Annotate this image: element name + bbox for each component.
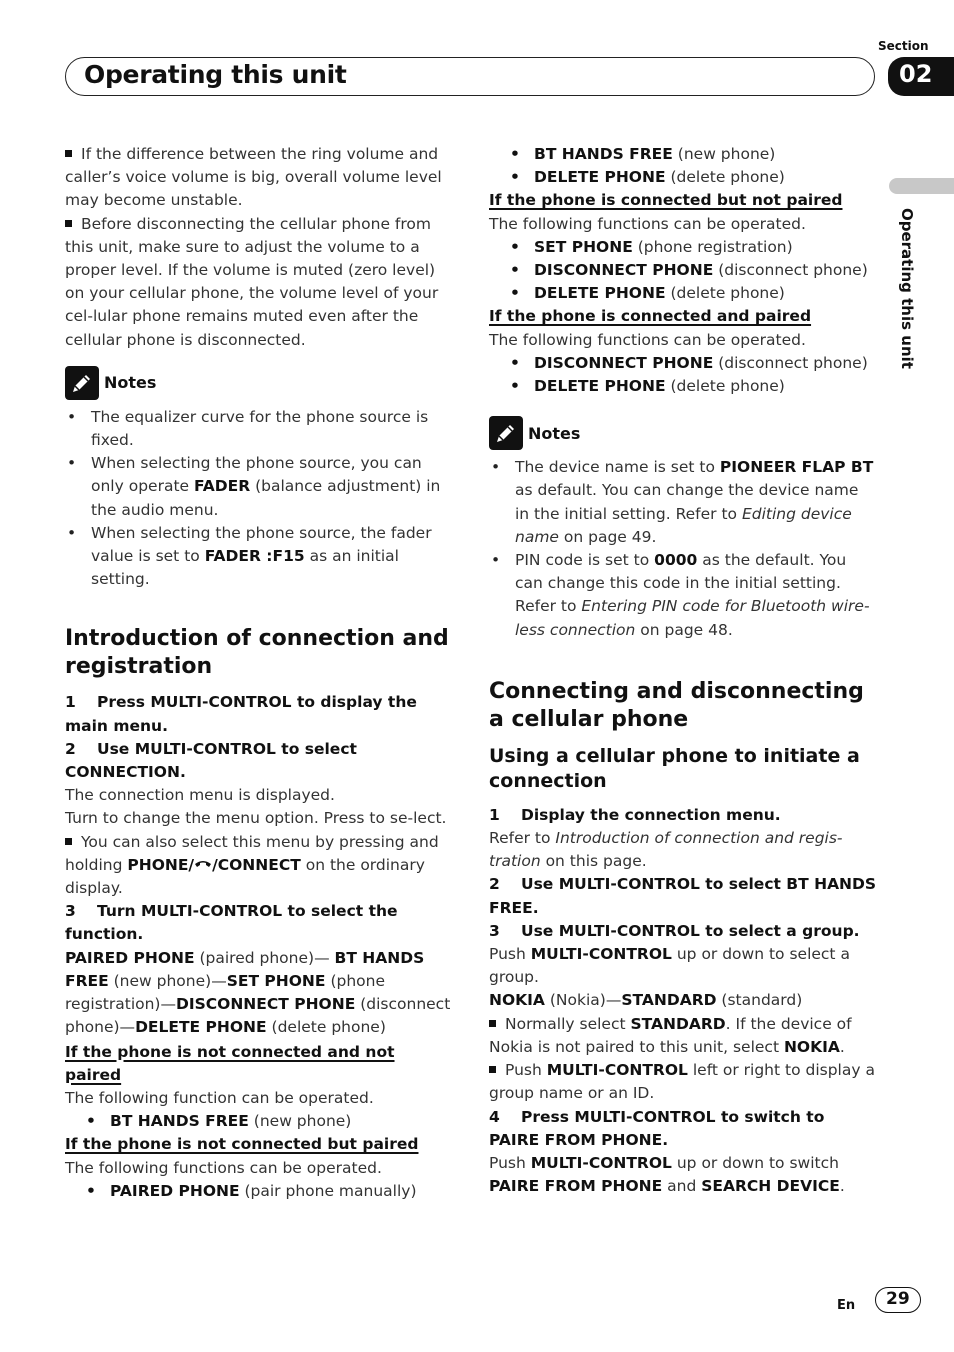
pencil-icon [489, 416, 523, 450]
paragraph: You can also select this menu by pressing and holding PHONE/ /CONNECT on the ordinary display. [65, 832, 439, 898]
paragraph: Push MULTI-CONTROL up or down to select a group. [489, 945, 850, 987]
list-item: • DELETE PHONE (delete phone) [489, 166, 877, 189]
list-item: • The equalizer curve for the phone source is fixed. [65, 406, 453, 452]
notes-heading: Notes [65, 366, 453, 400]
list-item: • BT HANDS FREE (new phone) [489, 143, 877, 166]
heading-intro-connection: Introduction of connection and registration [65, 626, 449, 680]
paragraph: NOKIA (Nokia)—STANDARD (standard) [489, 991, 803, 1010]
subheading-initiate: Using a cellular phone to initiate a connection [489, 744, 860, 792]
list-item: • DELETE PHONE (delete phone) [489, 375, 877, 398]
paragraph: If the difference between the ring volume and caller’s voice volume is big, overall volume level may become unstable. [65, 145, 442, 210]
notes-heading: Notes [489, 416, 877, 450]
pencil-icon [65, 366, 99, 400]
list-item: • DISCONNECT PHONE (disconnect phone) [489, 259, 877, 282]
paragraph: Before disconnecting the cellular phone from this unit, make sure to adjust the volume to a proper level. If the volume is muted (zero level) on your cellular phone, the volume level of your cel-lular phone remains muted even after the cellular phone is disconnected. [65, 214, 439, 349]
function-list [65, 1110, 453, 1133]
function-list [489, 143, 877, 189]
phone-icon [194, 859, 212, 871]
step-1: 1 Press MULTI-CONTROL to display the main menu. [65, 693, 417, 735]
side-tab [889, 178, 954, 194]
square-bullet-icon [489, 1020, 496, 1027]
subheading: If the phone is connected but not paired [489, 191, 843, 210]
page-title: Operating this unit [84, 60, 347, 89]
paragraph: The following functions can be operated. [489, 330, 806, 349]
list-item: • DISCONNECT PHONE (disconnect phone) [489, 352, 877, 375]
square-bullet-icon [65, 838, 72, 845]
step-2: 2 Use MULTI-CONTROL to select CONNECTION. [65, 739, 357, 782]
step-4: 4 Press MULTI-CONTROL to switch to PAIRE FROM PHONE. [489, 1107, 825, 1149]
list-item: • When selecting the phone source, the fader value is set to FADER :F15 as an initial setting. [65, 522, 453, 592]
step-3: 3 Turn MULTI-CONTROL to select the function. [65, 902, 398, 944]
notes-list [65, 406, 453, 592]
subheading: If the phone is not connected and not paired [65, 1042, 395, 1084]
paragraph: The connection menu is displayed. [65, 786, 335, 805]
square-bullet-icon [65, 220, 72, 227]
paragraph: The following function can be operated. [65, 1088, 374, 1107]
step-3: 3 Use MULTI-CONTROL to select a group. [489, 921, 860, 940]
list-item: • PIN code is set to 0000 as the default. You can change this code in the initial setting. Refer to Entering PIN code for Bluetooth wire-less connection on page 48. [489, 549, 877, 642]
notes-list [489, 456, 877, 642]
list-item: • DELETE PHONE (delete phone) [489, 282, 877, 305]
paragraph: Push MULTI-CONTROL up or down to switch PAIRE FROM PHONE and SEARCH DEVICE. [489, 1153, 845, 1196]
function-list [489, 352, 877, 398]
page-number: 29 [886, 1289, 910, 1309]
paragraph: The following functions can be operated. [65, 1158, 382, 1177]
square-bullet-icon [65, 150, 72, 157]
section-label: Section [878, 39, 929, 53]
heading-connecting: Connecting and disconnecting a cellular phone [489, 678, 864, 732]
square-bullet-icon [489, 1066, 496, 1073]
list-item: • When selecting the phone source, you can only operate FADER (balance adjustment) in the audio menu. [65, 452, 453, 522]
list-item: • BT HANDS FREE (new phone) [65, 1110, 453, 1133]
step-1: 1 Display the connection menu. [489, 805, 781, 824]
paragraph: The following functions can be operated. [489, 214, 806, 233]
left-column [65, 143, 453, 1203]
subheading: If the phone is not connected but paired [65, 1135, 419, 1154]
step-2: 2 Use MULTI-CONTROL to select BT HANDS FREE. [489, 875, 877, 917]
list-item: • PAIRED PHONE (pair phone manually) [65, 1180, 453, 1203]
right-column [489, 143, 877, 1198]
paragraph: PAIRED PHONE (paired phone)— BT HANDS FREE (new phone)—SET PHONE (phone registration)—DISCONNECT PHONE (disconnect phone)—DELETE PHONE (delete phone) [65, 948, 451, 1037]
footer-language: En [837, 1298, 856, 1313]
paragraph: Normally select STANDARD. If the device of Nokia is not paired to this unit, select NOKIA. [489, 1014, 852, 1056]
function-list [65, 1180, 453, 1203]
paragraph: Turn to change the menu option. Press to se-lect. [65, 809, 447, 828]
paragraph: Push MULTI-CONTROL left or right to display a group name or an ID. [489, 1061, 875, 1103]
paragraph: Refer to Introduction of connection and regis-tration on this page. [489, 829, 843, 871]
list-item: • SET PHONE (phone registration) [489, 236, 877, 259]
subheading: If the phone is connected and paired [489, 307, 812, 326]
side-tab-label: Operating this unit [898, 208, 916, 369]
section-number: 02 [899, 60, 933, 88]
list-item: • The device name is set to PIONEER FLAP BT as default. You can change the device name in the initial setting. Refer to Editing device name on page 49. [489, 456, 877, 549]
function-list [489, 236, 877, 306]
